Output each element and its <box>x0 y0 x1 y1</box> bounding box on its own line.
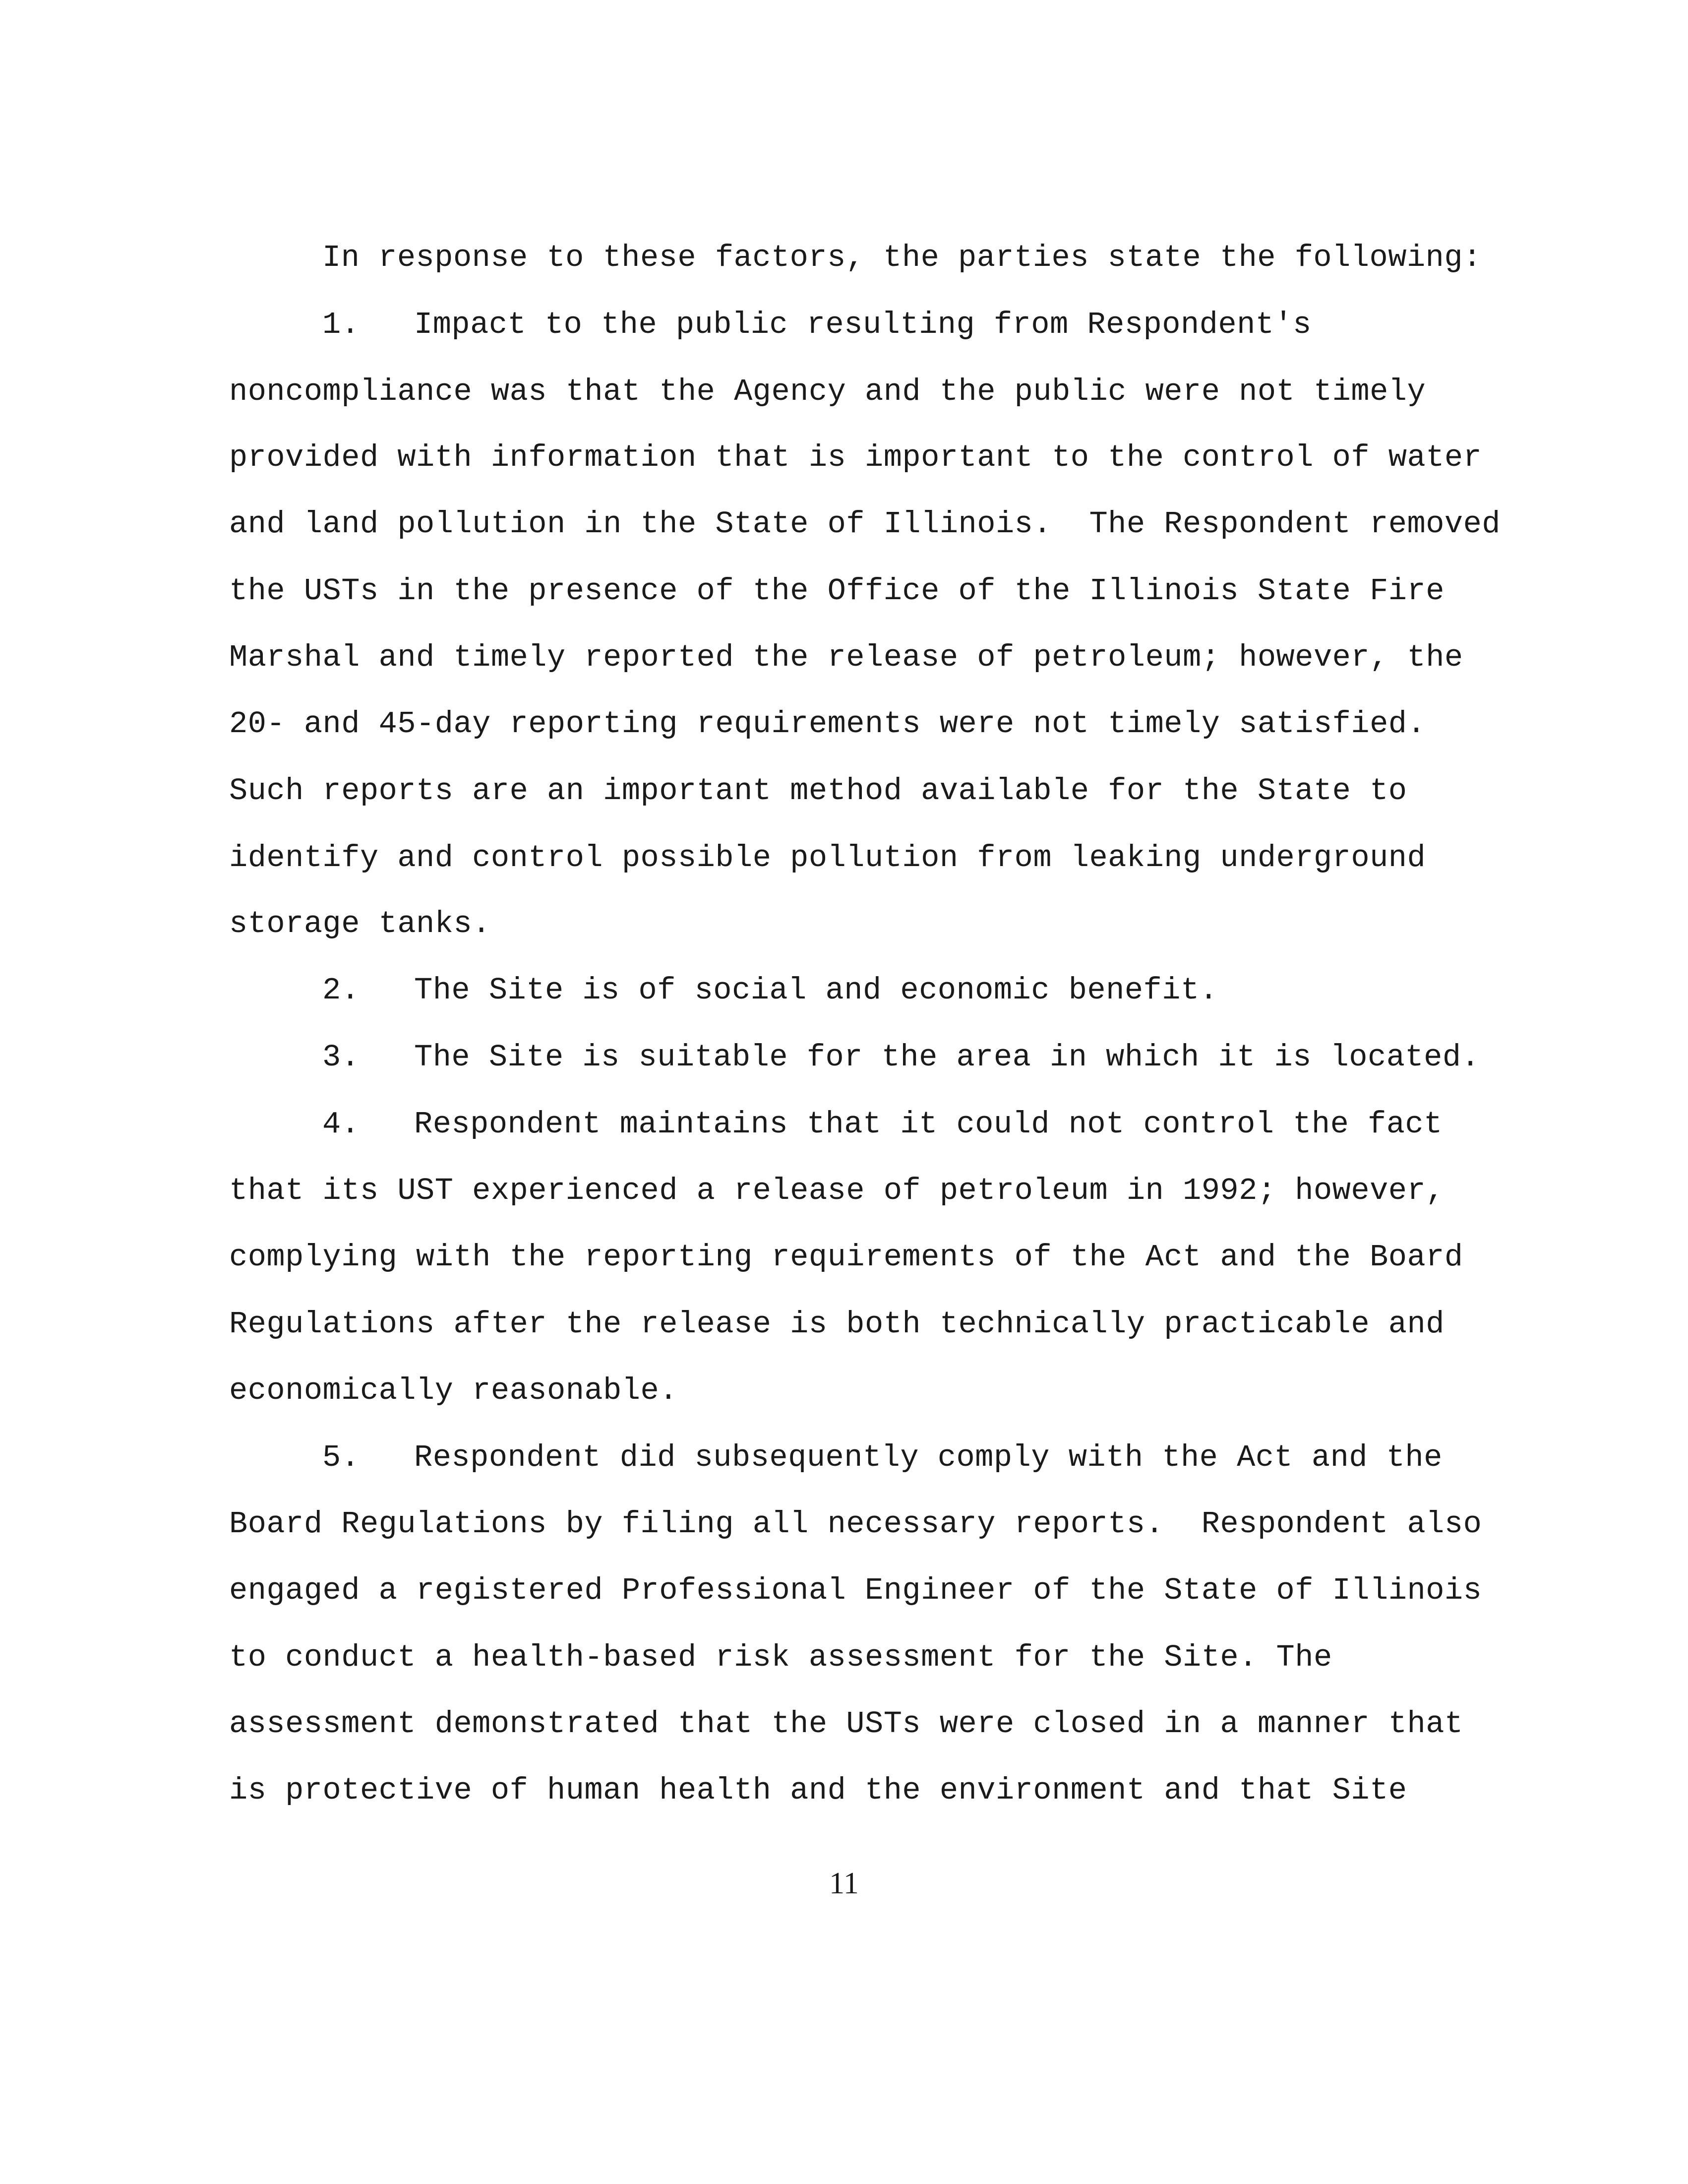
item-1-number: 1. <box>322 307 360 342</box>
item-1-line: noncompliance was that the Agency and the public were not timely <box>229 374 1426 409</box>
item-1-first-line: Impact to the public resulting from Respondent's <box>414 307 1312 342</box>
page-number: 11 <box>829 1867 859 1900</box>
intro-paragraph: In response to these factors, the parties state the following: <box>322 240 1482 275</box>
item-5-number: 5. <box>322 1440 360 1475</box>
item-4-number: 4. <box>322 1107 360 1142</box>
item-1-line: provided with information that is important to the control of water <box>229 440 1482 475</box>
item-1-line: 20- and 45-day reporting requirements were not timely satisfied. <box>229 706 1426 742</box>
item-5-line: is protective of human health and the environment and that Site <box>229 1773 1407 1808</box>
item-3-number: 3. <box>322 1040 360 1075</box>
item-1-line: and land pollution in the State of Illinois. The Respondent removed <box>229 506 1501 542</box>
item-2-first-line: The Site is of social and economic benefit. <box>414 973 1218 1008</box>
item-4-line: economically reasonable. <box>229 1373 678 1408</box>
item-4-line: that its UST experienced a release of petroleum in 1992; however, <box>229 1173 1445 1208</box>
item-5-line: Board Regulations by filing all necessary reports. Respondent also <box>229 1506 1482 1542</box>
item-1-line: Marshal and timely reported the release of petroleum; however, the <box>229 640 1463 675</box>
item-5-line: engaged a registered Professional Engineer of the State of Illinois <box>229 1573 1482 1608</box>
item-2-number: 2. <box>322 973 360 1008</box>
item-4-line: complying with the reporting requirements of the Act and the Board <box>229 1240 1463 1275</box>
item-5-line: to conduct a health-based risk assessment for the Site. The <box>229 1640 1332 1675</box>
item-4-first-line: Respondent maintains that it could not control the fact <box>414 1107 1443 1142</box>
item-5-first-line: Respondent did subsequently comply with the Act and the <box>414 1440 1443 1475</box>
item-1-line: storage tanks. <box>229 906 491 941</box>
item-3-first-line: The Site is suitable for the area in which it is located. <box>414 1040 1480 1075</box>
item-1-line: Such reports are an important method available for the State to <box>229 773 1407 809</box>
item-5-line: assessment demonstrated that the USTs were closed in a manner that <box>229 1706 1463 1742</box>
item-1-line: identify and control possible pollution from leaking underground <box>229 840 1426 875</box>
item-1-line: the USTs in the presence of the Office of the Illinois State Fire <box>229 573 1445 609</box>
item-4-line: Regulations after the release is both technically practicable and <box>229 1307 1445 1342</box>
